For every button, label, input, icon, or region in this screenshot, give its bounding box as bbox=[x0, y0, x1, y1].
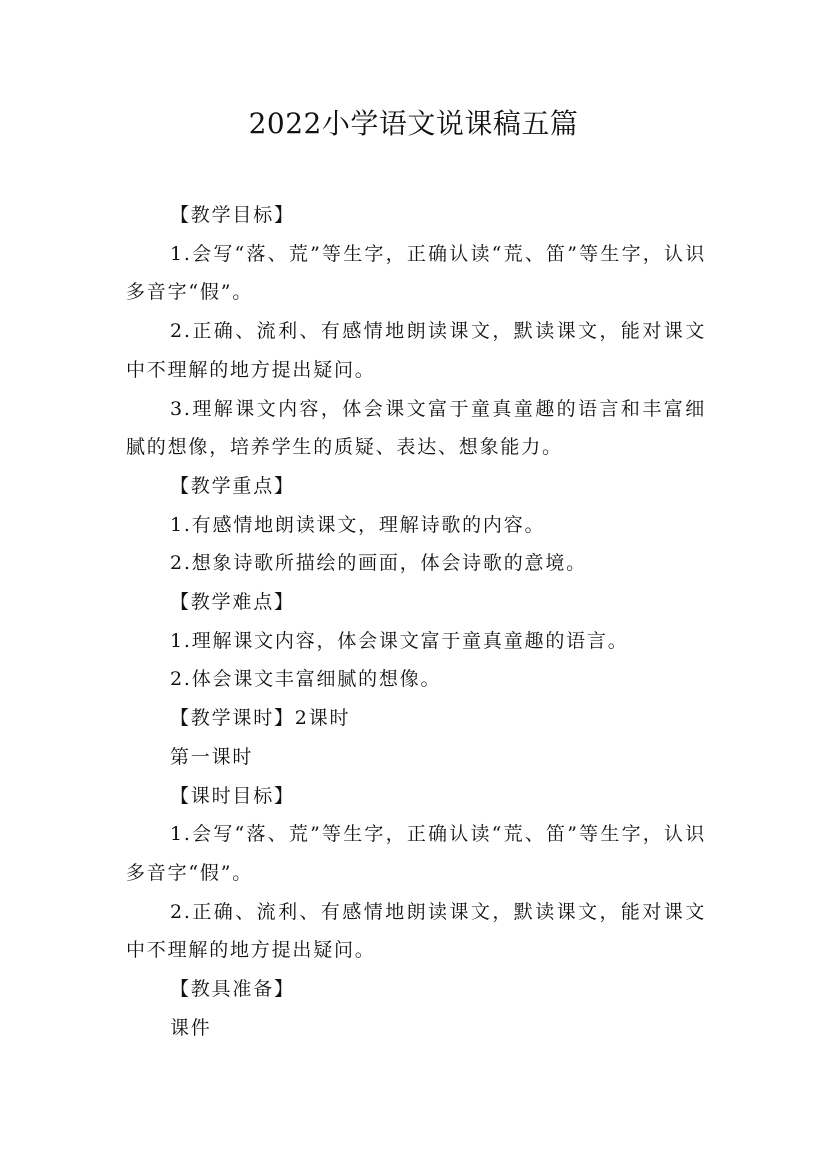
paragraph: 1.理解课文内容，体会课文富于童真童趣的语言。 bbox=[170, 629, 629, 652]
paragraph: 1.会写“落、荒”等生字，正确认读“荒、笛”等生字，认识多音字“假”。 bbox=[126, 823, 706, 884]
paragraph: 2.想象诗歌所描绘的画面，体会诗歌的意境。 bbox=[170, 552, 587, 575]
section-heading: 【教具准备】 bbox=[170, 978, 295, 1001]
paragraph: 1.会写“落、荒”等生字，正确认读“荒、笛”等生字，认识多音字“假”。 bbox=[126, 242, 706, 304]
paragraph: 课件 bbox=[170, 1016, 212, 1039]
section-heading: 【教学难点】 bbox=[170, 591, 295, 614]
paragraph: 3.理解课文内容，体会课文富于童真童趣的语言和丰富细腻的想像，培养学生的质疑、表达、想象能力。 bbox=[126, 397, 706, 459]
paragraph: 2.体会课文丰富细腻的想像。 bbox=[170, 668, 442, 691]
section-heading: 【教学课时】2课时 bbox=[170, 707, 351, 730]
paragraph: 2.正确、流利、有感情地朗读课文，默读课文，能对课文中不理解的地方提出疑问。 bbox=[126, 900, 706, 962]
paragraph: 1.有感情地朗读课文，理解诗歌的内容。 bbox=[170, 513, 546, 536]
section-heading: 【教学目标】 bbox=[170, 204, 295, 226]
document-body bbox=[126, 196, 706, 1047]
section-heading: 【教学重点】 bbox=[170, 474, 295, 497]
document-title: 2022小学语文说课稿五篇 bbox=[248, 107, 579, 140]
lesson-label: 第一课时 bbox=[170, 745, 254, 768]
paragraph: 2.正确、流利、有感情地朗读课文，默读课文，能对课文中不理解的地方提出疑问。 bbox=[126, 320, 706, 381]
section-heading: 【课时目标】 bbox=[170, 784, 295, 807]
